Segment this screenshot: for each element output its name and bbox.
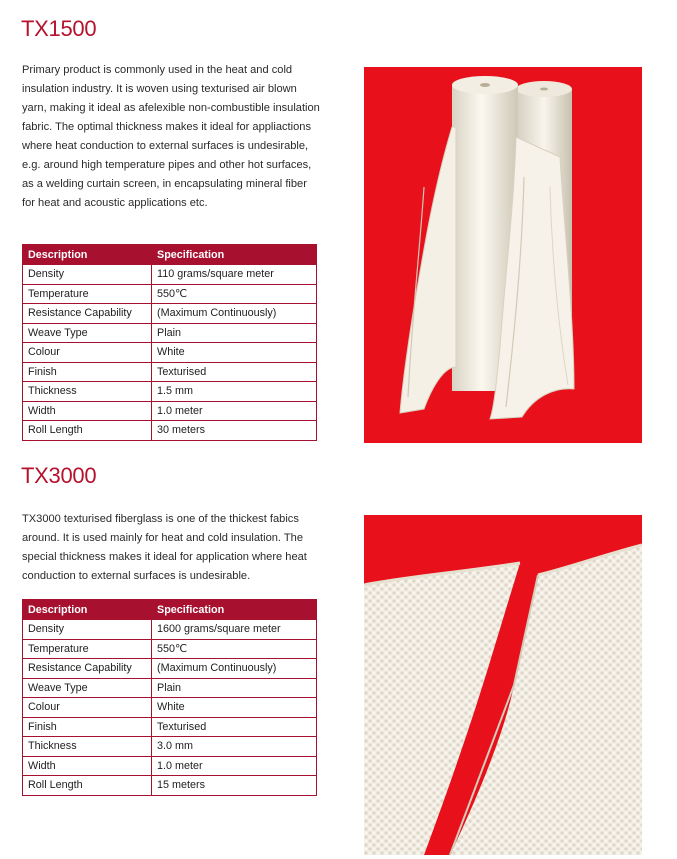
product-title: TX1500 [21,16,97,41]
spec-label: Finish [23,362,152,382]
table-row [23,620,317,640]
spec-value: White [152,343,317,363]
spec-value: 1600 grams/square meter [152,620,317,640]
spec-value: 15 meters [152,776,317,796]
spec-value: Plain [152,323,317,343]
spec-value: 3.0 mm [152,737,317,757]
table-row [23,639,317,659]
spec-label: Resistance Capability [23,659,152,679]
table-row [23,343,317,363]
fabric-rolls-photo [364,67,642,443]
table-row [23,659,317,679]
spec-label: Temperature [23,284,152,304]
header-description: Description [23,245,152,265]
product-title: TX3000 [21,463,97,488]
spec-value: (Maximum Continuously) [152,659,317,679]
spec-value: 550℃ [152,639,317,659]
table-row [23,737,317,757]
table-row [23,678,317,698]
spec-label: Thickness [23,382,152,402]
table-row [23,717,317,737]
spec-value: Texturised [152,717,317,737]
spec-label: Finish [23,717,152,737]
spec-label: Width [23,401,152,421]
spec-label: Thickness [23,737,152,757]
table-row [23,323,317,343]
spec-value: 1.5 mm [152,382,317,402]
fabric-closeup-photo [364,515,642,855]
spec-value: 550℃ [152,284,317,304]
spec-table-header [23,245,317,265]
spec-label: Colour [23,343,152,363]
spec-label: Roll Length [23,776,152,796]
spec-value: White [152,698,317,718]
product-description: Primary product is commonly used in the heat and cold insulation industry. It is woven using texturised air blown yarn, making it ideal as afelexible non-combustible insulation fabric. The optimal thickness makes it ideal for appliactions where heat conduction to external surfaces is undesirable, e.g. around high temperature pipes and other hot surfaces, as a welding curtain screen, in encapsulating mineral fiber for heat and acoustic applications etc. [22,64,320,209]
table-row [23,362,317,382]
spec-table [22,599,317,796]
spec-table-header [23,600,317,620]
spec-value: 1.0 meter [152,756,317,776]
spec-value: 1.0 meter [152,401,317,421]
table-row [23,284,317,304]
table-row [23,421,317,441]
spec-table [22,244,317,441]
product-description: TX3000 texturised fiberglass is one of the thickest fabics around. It is used mainly for heat and cold insulation. The special thickness makes it ideal for application where heat conduction to external surfaces is undesirable. [22,513,307,582]
header-description: Description [23,600,152,620]
table-row [23,756,317,776]
spec-value: Texturised [152,362,317,382]
table-row [23,304,317,324]
spec-label: Weave Type [23,323,152,343]
spec-value: (Maximum Continuously) [152,304,317,324]
spec-label: Density [23,620,152,640]
spec-label: Colour [23,698,152,718]
table-row [23,698,317,718]
table-row [23,401,317,421]
spec-value: 110 grams/square meter [152,265,317,285]
header-specification: Specification [152,245,317,265]
table-row [23,265,317,285]
spec-value: Plain [152,678,317,698]
spec-label: Width [23,756,152,776]
table-row [23,776,317,796]
table-row [23,382,317,402]
spec-label: Roll Length [23,421,152,441]
spec-value: 30 meters [152,421,317,441]
spec-label: Resistance Capability [23,304,152,324]
spec-label: Weave Type [23,678,152,698]
spec-label: Temperature [23,639,152,659]
spec-label: Density [23,265,152,285]
header-specification: Specification [152,600,317,620]
